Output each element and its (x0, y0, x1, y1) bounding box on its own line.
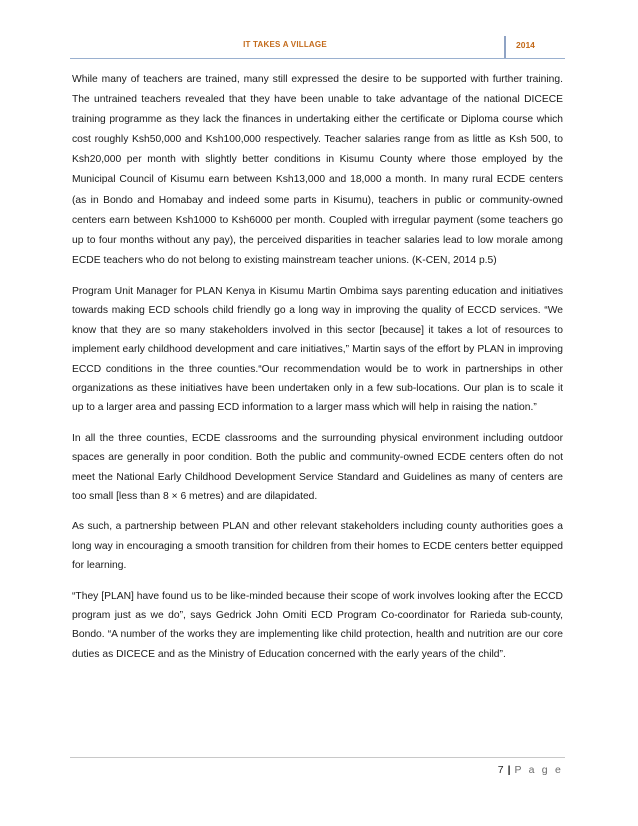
paragraph-classroom-conditions: In all the three counties, ECDE classrooms and the surrounding physical environment including outdoor spaces are generally in poor condition. Both the public and community-owned ECDE centers often do not meet the National Early Childhood Development Service Standard and Guidelines as many of centers are too small [less than 8 × 6 metres) and are dilapidated. (72, 432, 563, 502)
paragraph-plan-kenya-quote: Program Unit Manager for PLAN Kenya in Kisumu Martin Ombima says parenting education and initiatives towards making ECD schools child friendly go a long way in improving the quality of ECCD services. “We know that they are so many stakeholders involved in this sector [because] it takes a lot of resources to implement early childhood development and care initiatives,” Martin says of the effort by PLAN in improving ECCD conditions in the three counties.“Our recommendation would be to work in partnerships in other organizations as these initiatives have been undertaken only in a few sub-locations. Our plan is to scale it up to a larger area and passing ECD information to a larger mass which will help in raising the nation.” (72, 285, 563, 414)
footer-rule (70, 757, 565, 758)
paragraph-dicece-quote: “They [PLAN] have found us to be like-minded because their scope of work involves looking after the ECCD program just as we do”, says Gedrick John Omiti ECD Program Co-coordinator for Rarieda sub-county, Bondo. “A number of the works they are implementing like child protection, health and nutrition are our core duties as DICECE and as the Ministry of Education concerned with the early years of the child”. (72, 590, 563, 660)
page-header (70, 36, 565, 58)
page-number: 7 (497, 764, 504, 776)
header-rule (70, 58, 565, 59)
paragraph-teacher-training: While many of teachers are trained, many still expressed the desire to be supported with further training. The untrained teachers revealed that they have been unable to take advantage of the national DICECE training programme as they lack the finances in undertaking either the certificate or Diploma course which cost roughly Ksh50,000 and Ksh100,000 respectively. Teacher salaries range from as little as Ksh 500, to Ksh20,000 per month with slightly better conditions in Kisumu County where those employed by the Municipal Council of Kisumu earn between Ksh13,000 and 18,000 a month. In many rural ECDE centers (as in Bondo and Homabay and indeed some parts in Kisumu), teachers in public or community-owned centers earn between Ksh1000 to Ksh6000 per month. Coupled with irregular payment (some teachers go up to four months without any pay), the perceived disparities in teacher salaries lead to low morale among ECDE teachers who do not belong to existing mainstream teacher unions. (K-CEN, 2014 p.5) (72, 74, 563, 266)
header-divider (504, 36, 506, 58)
page-footer (498, 764, 563, 776)
footer-separator: | (507, 764, 511, 776)
page-body (72, 70, 563, 675)
header-year: 2014 (516, 40, 535, 50)
page-label: P a g e (514, 764, 563, 776)
paragraph-partnership: As such, a partnership between PLAN and other relevant stakeholders including county authorities goes a long way in encouraging a smooth transition for children from their homes to ECDE centers better equipped for learning. (72, 521, 563, 572)
header-title: IT TAKES A VILLAGE (243, 40, 327, 49)
